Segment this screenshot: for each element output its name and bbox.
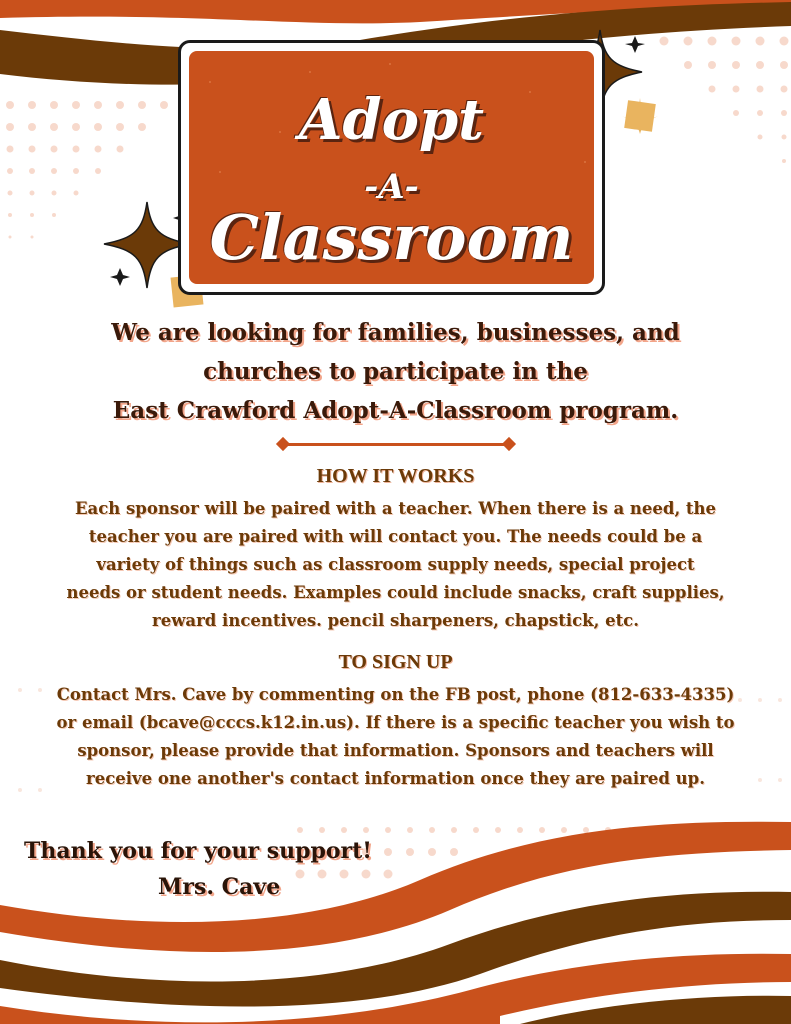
title-box bbox=[178, 40, 605, 295]
how-it-works-line-5: reward incentives. pencil sharpeners, chapstick, etc. bbox=[152, 611, 639, 630]
signature: Mrs. Cave bbox=[158, 874, 281, 900]
how-it-works-heading: HOW IT WORKS bbox=[316, 465, 475, 487]
title-a: -A- bbox=[364, 167, 419, 207]
intro-line-3: East Crawford Adopt-A-Classroom program. bbox=[112, 397, 679, 424]
how-it-works-line-4: needs or student needs. Examples could include snacks, craft supplies, bbox=[66, 583, 725, 602]
title-panel bbox=[189, 51, 594, 284]
thank-you-text: Thank you for your support! bbox=[24, 838, 372, 864]
dot-pattern-top-right bbox=[635, 12, 789, 163]
intro-line-2: churches to participate in the bbox=[203, 358, 588, 385]
how-it-works-line-3: variety of things such as classroom supply needs, special project bbox=[96, 555, 695, 574]
sparkle-small-black-left-2-icon bbox=[110, 268, 130, 286]
title-adopt: Adopt bbox=[299, 87, 484, 153]
sign-up-line-1: Contact Mrs. Cave by commenting on the FB post, phone (812-633-4335) bbox=[56, 685, 735, 704]
title-classroom: Classroom bbox=[209, 201, 574, 274]
how-it-works-line-1: Each sponsor will be paired with a teacher. When there is a need, the bbox=[74, 499, 717, 518]
sparkle-gold-square-right-icon bbox=[624, 100, 656, 132]
intro-paragraph bbox=[40, 313, 751, 430]
how-it-works-body bbox=[30, 495, 761, 635]
sign-up-body bbox=[30, 681, 761, 793]
sign-up-line-2: or email (bcave@cccs.k12.in.us). If there is a specific teacher you wish to bbox=[56, 713, 735, 732]
sparkle-small-black-right-1-icon bbox=[625, 36, 645, 53]
sign-up-heading: TO SIGN UP bbox=[338, 651, 453, 673]
divider-line bbox=[282, 443, 510, 446]
sign-up-line-3: sponsor, please provide that information. Sponsors and teachers will bbox=[77, 741, 714, 760]
intro-line-1: We are looking for families, businesses, and bbox=[111, 319, 680, 346]
sign-up-line-4: receive one another's contact information once they are paired up. bbox=[86, 769, 705, 788]
how-it-works-line-2: teacher you are paired with will contact you. The needs could be a bbox=[88, 527, 703, 546]
